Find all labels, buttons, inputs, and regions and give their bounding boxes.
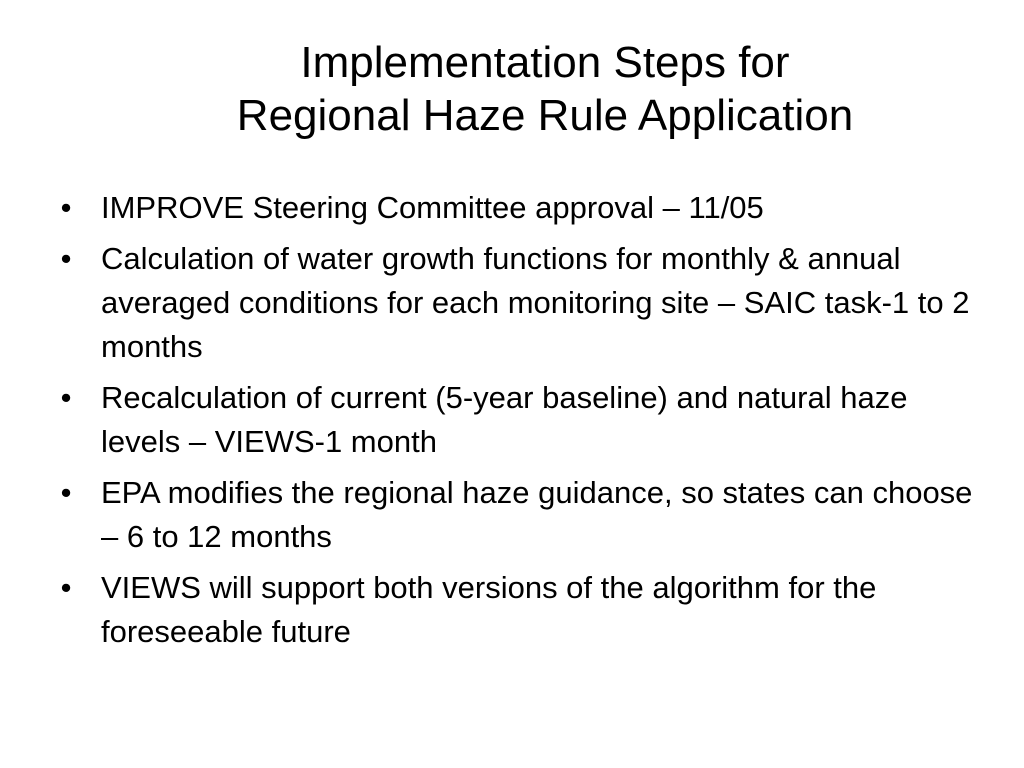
bullet-text: Calculation of water growth functions for monthly & annual averaged conditions for each monitoring site – SAIC task-1 to 2 months bbox=[101, 241, 970, 364]
bullet-icon: • bbox=[60, 380, 72, 415]
bullet-icon: • bbox=[60, 570, 72, 605]
bullet-text: Recalculation of current (5-year baseline) and natural haze levels – VIEWS-1 month bbox=[101, 380, 908, 459]
bullet-text: IMPROVE Steering Committee approval – 11/05 bbox=[101, 190, 764, 225]
bullet-item bbox=[56, 566, 986, 654]
bullet-item bbox=[56, 186, 986, 230]
slide-title: Implementation Steps for Regional Haze Rule Application bbox=[236, 38, 854, 140]
bullet-text: EPA modifies the regional haze guidance, so states can choose – 6 to 12 months bbox=[101, 475, 973, 554]
bullet-item bbox=[56, 376, 986, 464]
bullet-list bbox=[56, 186, 986, 661]
bullet-item bbox=[56, 237, 986, 369]
bullet-icon: • bbox=[60, 241, 72, 276]
bullet-icon: • bbox=[60, 475, 72, 510]
bullet-item bbox=[56, 471, 986, 559]
bullet-text: VIEWS will support both versions of the algorithm for the foreseeable future bbox=[101, 570, 877, 649]
bullet-icon: • bbox=[60, 190, 72, 225]
